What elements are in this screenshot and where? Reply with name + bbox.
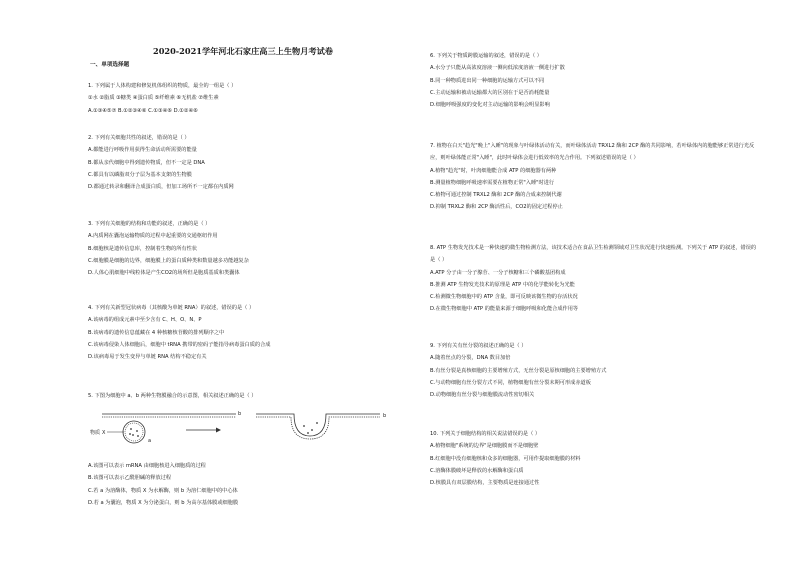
option-line: D.细胞呼吸强度的变化对主动运输的影响会明显影响 (430, 102, 550, 109)
option-line: A.ATP 分子由一分子腺苷、一分子核糖和三个磷酸基团构成 (430, 269, 566, 276)
option-line: D.抑制 TRXL2 酶和 2CP 酶活性后，CO2的固定过程停止 (430, 204, 563, 211)
option-line: D.核膜具有双层膜结构，主要物质是连接通过性 (430, 480, 540, 487)
option-line: C.都具有以磷脂双分子层为基本支架的生物膜 (88, 171, 192, 178)
option-line: C.植物可通过控制 TRXL2 酶和 2CP 酶的合成来控制代谢 (430, 192, 562, 199)
question-L1 (88, 80, 398, 117)
option-line: A.都能进行呼吸作用获得生命活动所需要的能量 (88, 147, 197, 154)
option-line: D.动物细胞有丝分裂与细胞膜流动性密切相关 (430, 392, 535, 399)
option-line: D.在微生物细胞中 ATP 的能量来源于细胞呼吸和化能合成作用等 (430, 306, 579, 313)
option-line: D.人体心肌细胞中线粒体是产生CO2的场所但是胞质基质和类囊体 (88, 270, 240, 277)
question-R2 (430, 140, 760, 214)
option-line: D.若 a 为囊泡，物质 X 为分泌蛋白，则 b 为高尔基体膜或细胞膜 (88, 499, 239, 506)
option-line: C.检测微生物细胞中的 ATP 含量，即可反映该微生物的存活状况 (430, 294, 578, 301)
option-line: D.都通过转录和翻译合成蛋白质，但加工场所不一定都在内质网 (88, 184, 234, 191)
question-R4 (430, 340, 760, 401)
question-L3 (88, 218, 398, 279)
option-line: A.内质网在囊泡运输物质的过程中起重要的交通枢纽作用 (88, 233, 218, 240)
membrane-fusion-diagram (88, 408, 398, 450)
question-R1 (430, 50, 760, 111)
option-line: A.该病毒的组成元素中至少含有 C、H、O、N、P (88, 317, 202, 324)
label-x: X (102, 430, 106, 436)
option-line: B.细胞核是遗传信息库，控制着生物的所有性状 (88, 245, 197, 252)
question-L5 (88, 390, 398, 402)
question-L4 (88, 302, 398, 363)
section-heading: 一、单项选择题 (90, 62, 130, 68)
option-line: C.若 a 为溶酶体，物质 X 为水解酶，则 b 为溶仁细胞中的中心体 (88, 487, 238, 494)
question-stem: 3. 下列有关细胞的结构和功能的叙述，正确的是（ ） (88, 221, 211, 227)
option-line: C.与动物细胞有丝分裂方式不同，植物细胞有丝分裂末期可形成赤道板 (430, 379, 591, 386)
option-line: A.植物"趋光"时，叶肉细胞能合成 ATP 的细胞器有两种 (430, 167, 557, 174)
option-line: A.植物细胞"系统的边界"是细胞膜而不是细胞壁 (430, 443, 539, 450)
option-line: C.细胞膜是细胞的边界，细胞膜上的蛋白质种类和数量越多功能越复杂 (88, 257, 249, 264)
option-line: B.该病毒的遗传信息蕴藏在 4 种核糖核苷酸的排列顺序之中 (88, 329, 225, 336)
question-stem: 2. 下列有关细胞共性的叙述，错误的是（ ） (88, 135, 190, 141)
option-line: C.溶酶体膜破坏是释放的水解酶和蛋白质 (430, 467, 524, 474)
label-b-right: b (383, 413, 387, 419)
option-line: B.该图可以表示乙酰胆碱的释放过程 (88, 475, 172, 482)
option-line: A.该图可以表示 mRNA 由细胞核进入细胞质的过程 (88, 463, 206, 469)
option-line: B.都从亲代细胞中得到遗传物质，但不一定是 DNA (88, 159, 205, 166)
option-line: C.主动运输和被动运输都大的区别在于是否消耗能量 (430, 89, 550, 96)
option-line: A.水分子只能从高浓度溶液一侧向低浓度溶液一侧进行扩散 (430, 65, 565, 72)
question-stem: 1. 下列属于人体构建和修复机体组织的物质，最全的一组是（ ） (88, 83, 237, 89)
question-L2 (88, 132, 398, 193)
option-line: A.随着丝点的分裂，DNA 数目加倍 (430, 355, 511, 362)
option-line: D.该病毒易于发生变异与单链 RNA 结构不稳定有关 (88, 354, 207, 361)
question-R5 (430, 428, 760, 489)
question-stem: 6. 下列关于物质跨膜运输的叙述，错误的是（ ） (430, 53, 542, 59)
question-stem: 10. 下列关于细胞结构的相关说法错误的是（ ） (430, 431, 541, 437)
exam-title: 2020-2021学年河北石家庄高三上生物月考试卷 (153, 46, 333, 56)
option-line: A.①③④⑤⑦ B.①②③④⑥ C.①③④⑥ D.①②④⑥ (88, 107, 198, 114)
question-stem: 4. 下列有关新型冠状病毒（其核酸为单链 RNA）的叙述，错误的是（ ） (88, 305, 255, 311)
option-line: B.推测 ATP 生物发光技术的原理是 ATP 中的化学能转化为光能 (430, 281, 575, 288)
question-R3 (430, 242, 760, 316)
option-line: B.有丝分裂是真核细胞的主要增殖方式，无丝分裂是原核细胞的主要增殖方式 (430, 367, 607, 374)
label-b-left: b (238, 411, 242, 417)
option-line: B.测量植物细胞呼吸速率需要在植物正常"入睡"时进行 (430, 179, 555, 186)
question-stem: 8. ATP 生物发光技术是一种快速的微生物检测方法，该技术适合在食品卫生检测领域对卫生状况进行快速检测。下列关于 ATP 的叙述，错误的是（ ） (430, 245, 757, 264)
option-line: C.该病毒侵染人体细胞后，细胞中 tRNA 携带的密码子能指导病毒蛋白质的合成 (88, 341, 271, 348)
label-material: 物质 (90, 430, 101, 436)
label-a: a (148, 438, 152, 444)
question-stem: 7. 植物在白天"趋光"晚上"入睡"的现象与叶绿体活动有关，而叶绿体活动 TRXL2 酶和 2CP 酶的共同影响，若叶绿体内的胞能够正常进行光反应，则叶绿体能正常"入睡"，此时叶绿体会进行低效率的光合作用。下列叙述错误的是（ ） (430, 143, 755, 162)
option-line: B.同一种物质进出同一种细胞的运输方式可以不同 (430, 77, 545, 84)
option-line: B.红细胞中没有细胞核和众多的细胞器，可用作提取细胞膜的材料 (430, 455, 581, 462)
question-L6 (88, 460, 398, 509)
question-stem: 5. 下图为细胞中 a、b 两种生物膜融合的示意图，相关叙述正确的是（ ） (88, 393, 257, 399)
question-stem: 9. 下列有关有丝分裂的叙述正确的是（ ） (430, 343, 527, 349)
option-line: ①水 ②脂质 ③糖类 ④蛋白质 ⑤纤维素 ⑥无机盐 ⑦维生素 (88, 95, 219, 102)
